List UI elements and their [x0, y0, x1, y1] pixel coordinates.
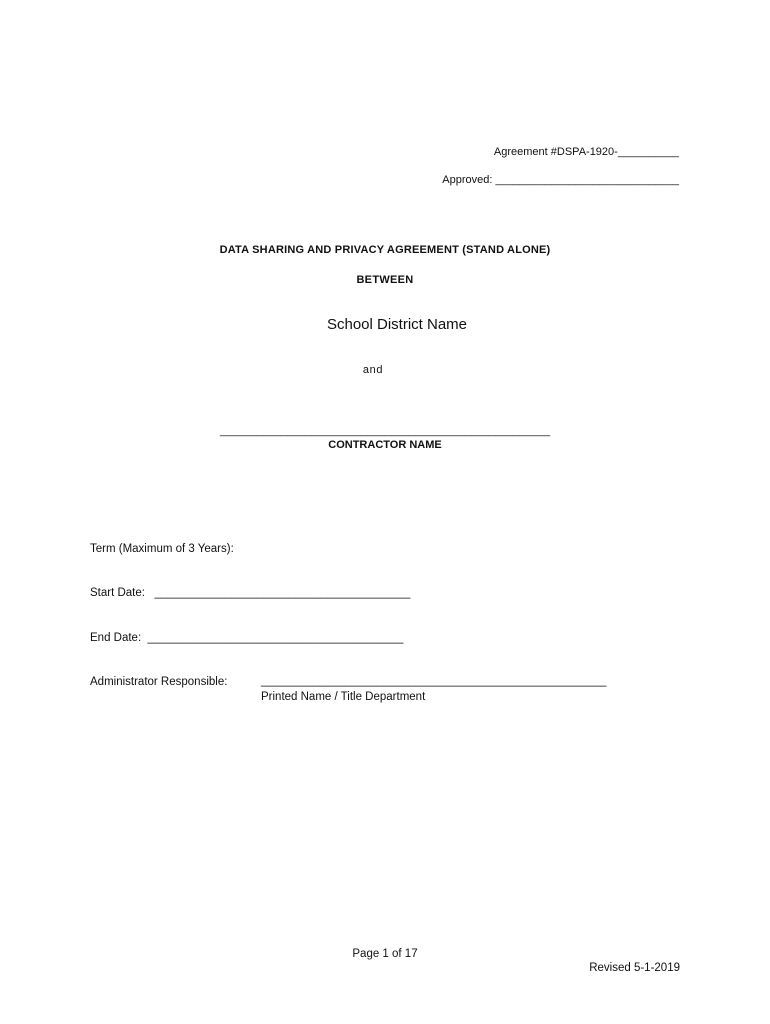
- end-date-field: End Date: ________________________________________: [90, 632, 404, 644]
- school-district-name: School District Name: [326, 316, 468, 333]
- revised-date: Revised 5-1-2019: [589, 962, 680, 974]
- administrator-responsible-label: Administrator Responsible:: [90, 676, 228, 688]
- and-label: and: [362, 364, 384, 376]
- document-title: DATA SHARING AND PRIVACY AGREEMENT (STAND ALONE): [219, 244, 551, 256]
- between-label: BETWEEN: [356, 274, 414, 286]
- page-number: Page 1 of 17: [352, 948, 418, 960]
- term-label: Term (Maximum of 3 Years):: [90, 543, 234, 555]
- administrator-responsible-caption: Printed Name / Title Department: [261, 691, 426, 703]
- approved-line: Approved: ______________________________: [442, 174, 679, 186]
- start-date-field: Start Date: ________________________________________: [90, 587, 411, 599]
- agreement-number: Agreement #DSPA-1920-__________: [493, 146, 679, 158]
- contractor-name-blank: ______________________________________________________: [219, 425, 551, 437]
- contractor-name-label: CONTRACTOR NAME: [328, 439, 442, 451]
- administrator-responsible-blank: ______________________________________________________: [261, 675, 607, 687]
